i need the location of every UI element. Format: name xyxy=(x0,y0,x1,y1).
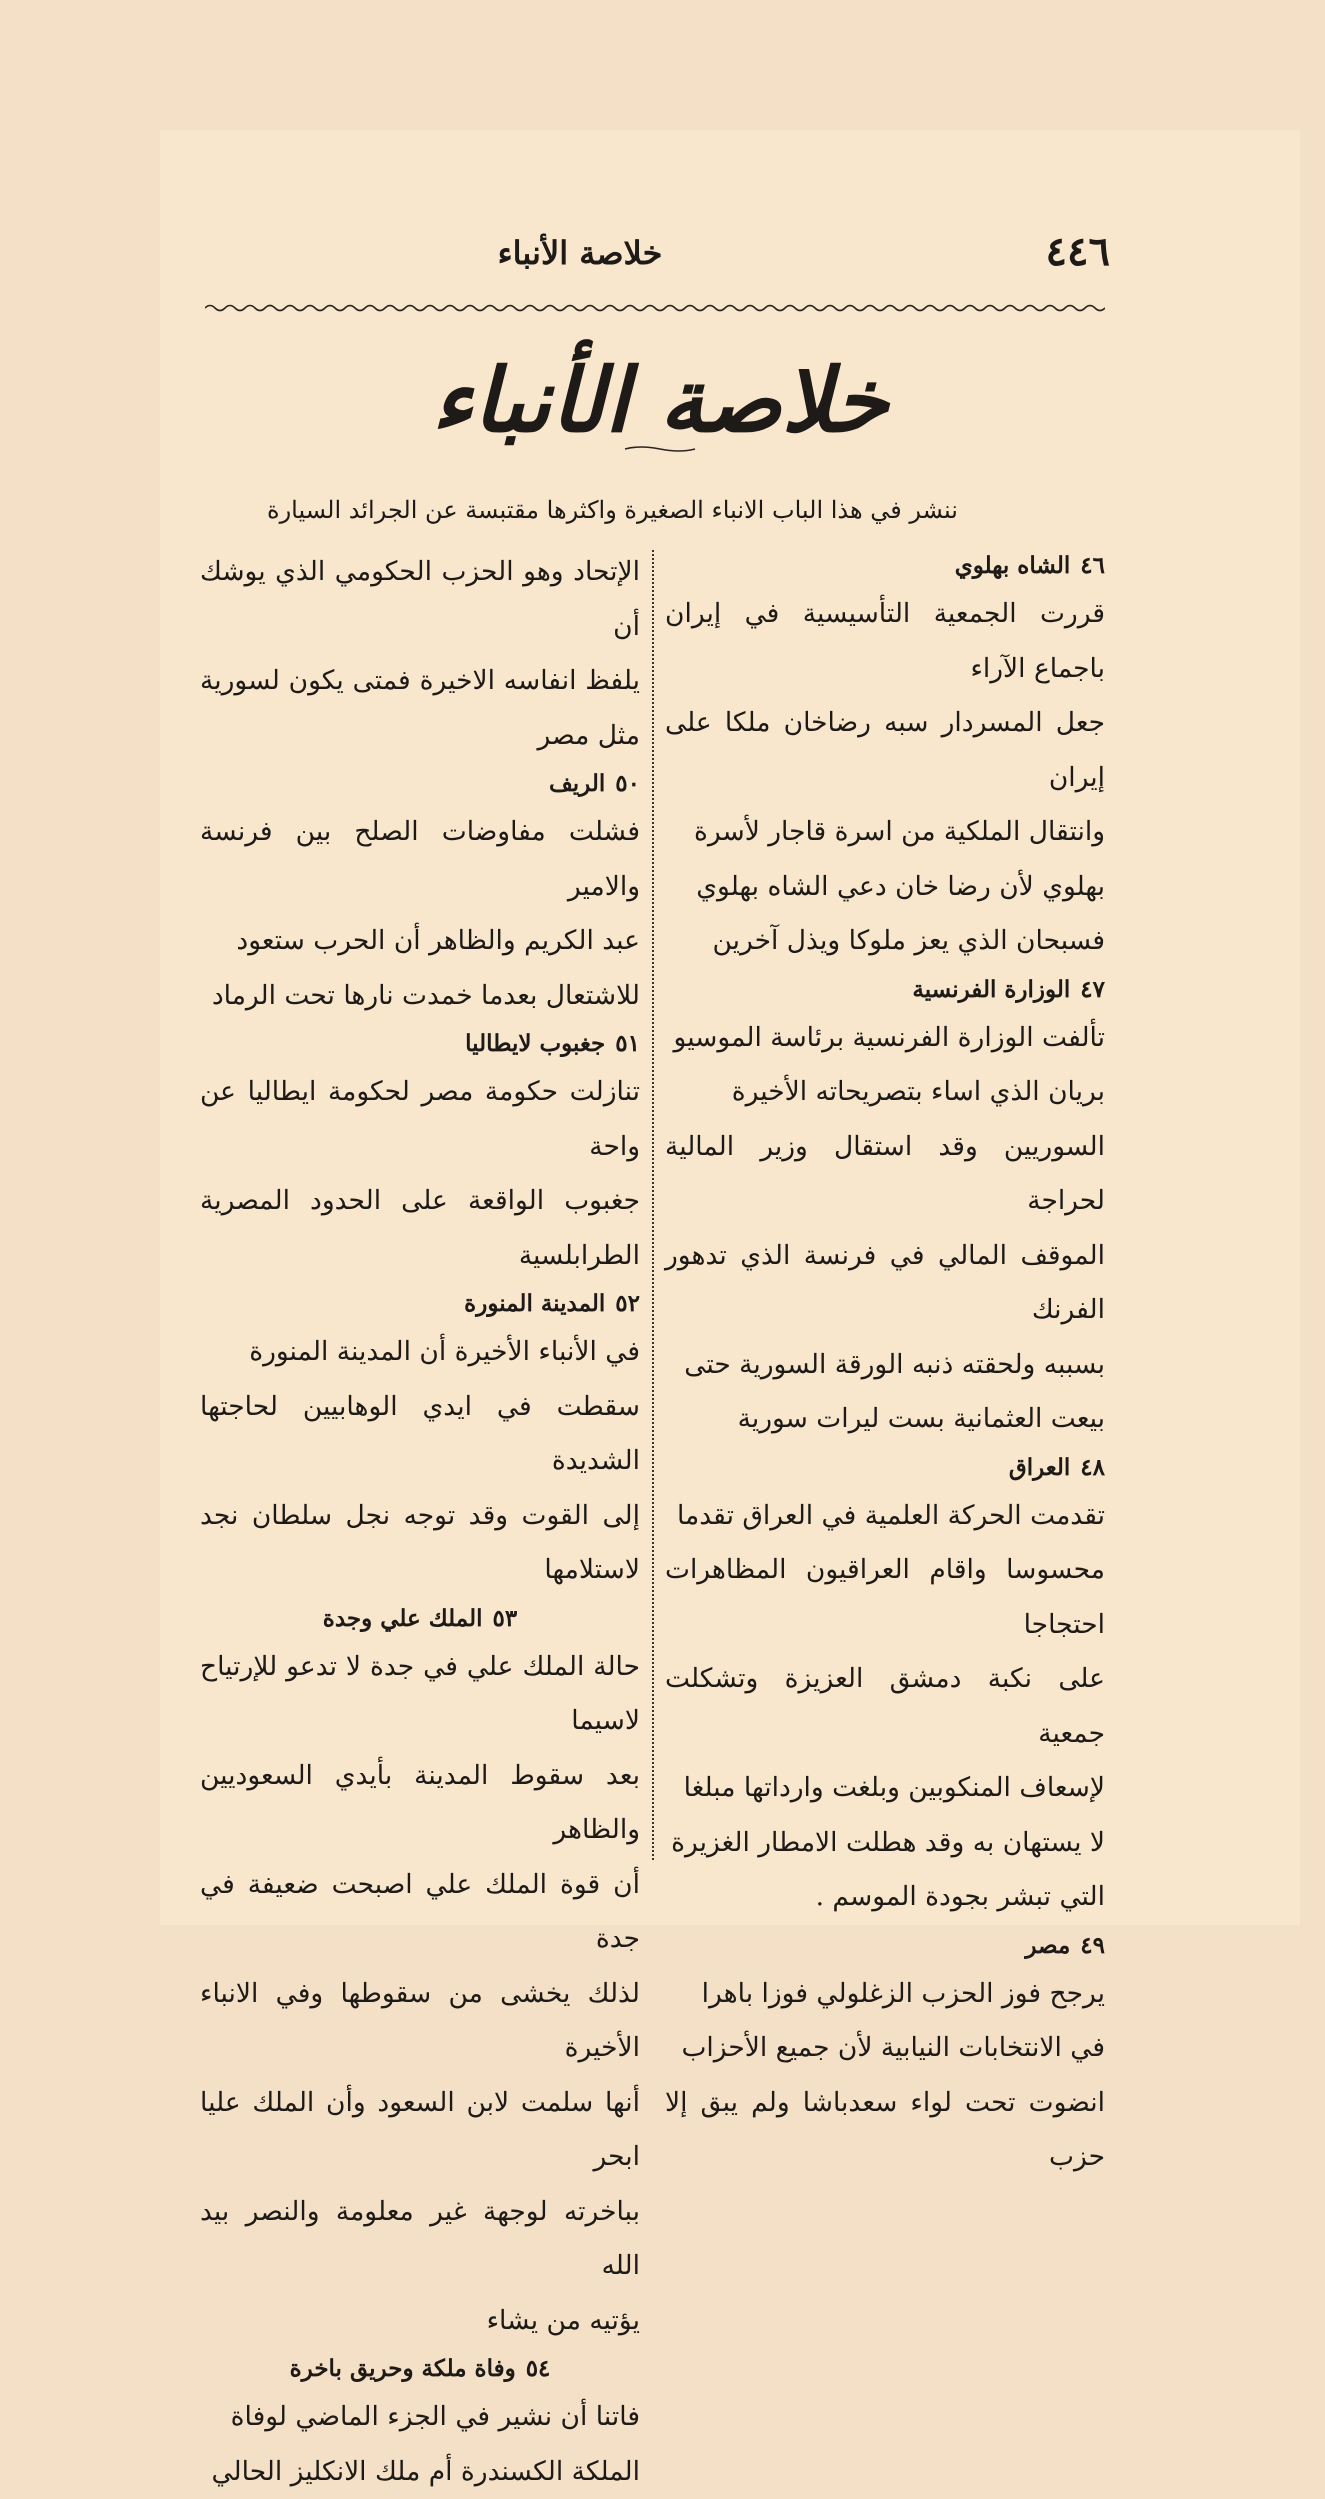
news-line: بعد سقوط المدينة بأيدي السعوديين والظاهر xyxy=(200,1749,640,1858)
news-line: بريان الذي اساء بتصريحاته الأخيرة xyxy=(665,1065,1105,1120)
news-heading: ٥٠الريف xyxy=(200,763,640,805)
news-line: جعل المسردار سبه رضاخان ملكا على إيران xyxy=(665,696,1105,805)
running-title: خلاصة الأنباء xyxy=(200,234,960,272)
right-column xyxy=(665,545,1105,2185)
news-line: للاشتعال بعدما خمدت نارها تحت الرماد xyxy=(200,969,640,1024)
news-line: الإتحاد وهو الحزب الحكومي الذي يوشك أن xyxy=(200,545,640,654)
news-line: وانتقال الملكية من اسرة قاجار لأسرة xyxy=(665,805,1105,860)
news-line: الموقف المالي في فرنسة الذي تدهور الفرنك xyxy=(665,1229,1105,1338)
news-line: لا يستهان به وقد هطلت الامطار الغزيرة xyxy=(665,1816,1105,1871)
news-line: عبد الكريم والظاهر أن الحرب ستعود xyxy=(200,914,640,969)
news-line: بهلوي لأن رضا خان دعي الشاه بهلوي xyxy=(665,860,1105,915)
news-line: بباخرته لوجهة غير معلومة والنصر بيد الله xyxy=(200,2185,640,2294)
news-line: انضوت تحت لواء سعدباشا ولم يبق إلا حزب xyxy=(665,2076,1105,2185)
news-line: التي تبشر بجودة الموسم . xyxy=(665,1870,1105,1925)
page-header xyxy=(200,228,1110,288)
news-line: بيعت العثمانية بست ليرات سورية xyxy=(665,1392,1105,1447)
news-heading: ٤٨العراق xyxy=(665,1447,1105,1489)
news-line: تألفت الوزارة الفرنسية برئاسة الموسيو xyxy=(665,1011,1105,1066)
section-masthead: خلاصة الأنباء xyxy=(300,340,1020,460)
news-line: تقدمت الحركة العلمية في العراق تقدما xyxy=(665,1489,1105,1544)
news-line: محسوسا واقام العراقيون المظاهرات احتجاجا xyxy=(665,1543,1105,1652)
news-line: في الأنباء الأخيرة أن المدينة المنورة xyxy=(200,1325,640,1380)
masthead-ornament-icon xyxy=(620,445,700,453)
news-heading: ٤٩مصر xyxy=(665,1925,1105,1967)
news-line: إلى القوت وقد توجه نجل سلطان نجد لاستلامها xyxy=(200,1489,640,1598)
news-line: السوريين وقد استقال وزير المالية لحراجة xyxy=(665,1120,1105,1229)
news-line: بسببه ولحقته ذنبه الورقة السورية حتى xyxy=(665,1338,1105,1393)
news-line: فسبحان الذي يعز ملوكا ويذل آخرين xyxy=(665,914,1105,969)
news-line: على نكبة دمشق العزيزة وتشكلت جمعية xyxy=(665,1652,1105,1761)
news-line: قررت الجمعية التأسيسية في إيران باجماع الآراء xyxy=(665,587,1105,696)
page-number: ٤٤٦ xyxy=(1046,228,1110,275)
news-line: لذلك يخشى من سقوطها وفي الانباء الأخيرة xyxy=(200,1967,640,2076)
news-heading: ٥٤وفاة ملكة وحريق باخرة xyxy=(200,2348,640,2390)
news-line: حالة الملك علي في جدة لا تدعو للإرتياح لاسيما xyxy=(200,1640,640,1749)
news-line: يرجح فوز الحزب الزغلولي فوزا باهرا xyxy=(665,1967,1105,2022)
news-heading: ٤٦الشاه بهلوي xyxy=(665,545,1105,587)
header-wavy-rule xyxy=(205,303,1105,313)
news-line: سقطت في ايدي الوهابيين لحاجتها الشديدة xyxy=(200,1380,640,1489)
news-line: لإسعاف المنكوبين وبلغت وارداتها مبلغا xyxy=(665,1761,1105,1816)
news-line: جغبوب الواقعة على الحدود المصرية الطرابلسية xyxy=(200,1174,640,1283)
column-divider xyxy=(650,550,654,1860)
news-line: تنازلت حكومة مصر لحكومة ايطاليا عن واحة xyxy=(200,1065,640,1174)
news-line: فاتنا أن نشير في الجزء الماضي لوفاة xyxy=(200,2390,640,2445)
news-line: يؤتيه من يشاء xyxy=(200,2294,640,2349)
news-line: في الانتخابات النيابية لأن جميع الأحزاب xyxy=(665,2021,1105,2076)
news-heading: ٤٧الوزارة الفرنسية xyxy=(665,969,1105,1011)
news-line: يلفظ انفاسه الاخيرة فمتى يكون لسورية مثل مصر xyxy=(200,654,640,763)
left-column xyxy=(200,545,640,2499)
section-intro: ننشر في هذا الباب الانباء الصغيرة واكثرها مقتبسة عن الجرائد السيارة xyxy=(210,490,1015,530)
news-heading: ٥٢المدينة المنورة xyxy=(200,1283,640,1325)
news-line: فشلت مفاوضات الصلح بين فرنسة والامير xyxy=(200,805,640,914)
news-heading: ٥١جغبوب لايطاليا xyxy=(200,1023,640,1065)
news-line: أنها سلمت لابن السعود وأن الملك عليا ابحر xyxy=(200,2076,640,2185)
news-line: أن قوة الملك علي اصبحت ضعيفة في جدة xyxy=(200,1858,640,1967)
news-heading: ٥٣الملك علي وجدة xyxy=(200,1598,640,1640)
news-line: الملكة الكسندرة أم ملك الانكليز الحالي xyxy=(200,2445,640,2499)
